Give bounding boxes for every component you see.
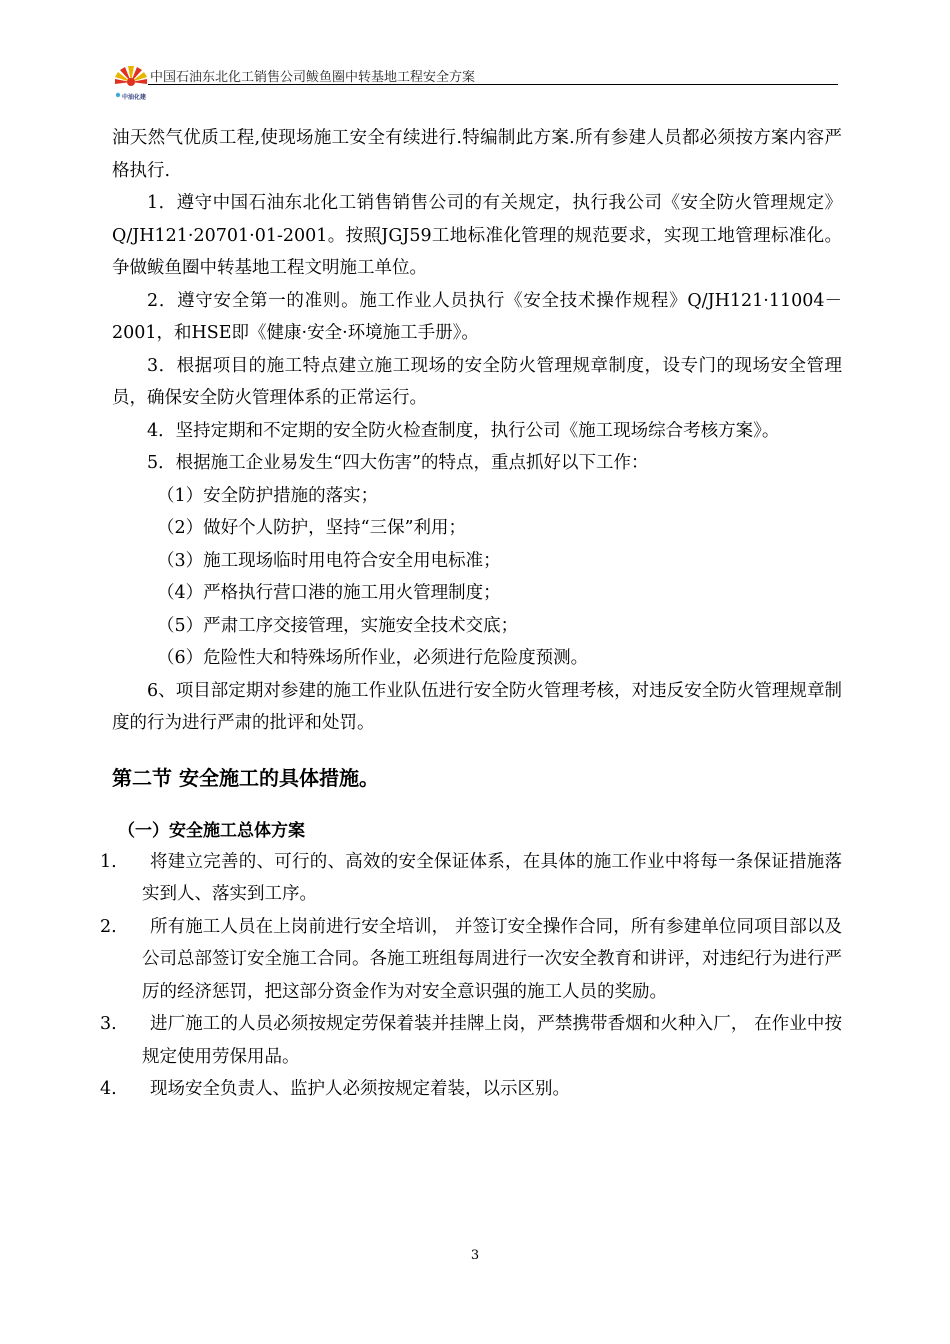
list-item: （6）危险性大和特殊场所作业，必须进行危险度预测。 [157,648,589,668]
item-text: 现场安全负责人、监护人必须按规定着装，以示区别。 [150,1079,570,1099]
item-number: 4. [100,1079,117,1099]
item-number: 2. [100,916,117,937]
item-number: 1. [100,851,117,872]
section-heading: 第二节 安全施工的具体措施。 [112,765,379,790]
paragraph-1: 1．遵守中国石油东北化工销售销售公司的有关规定，执行我公司《安全防火管理规定》Q/JH121·20701·01-2001。按照JGJ59工地标准化管理的规范要求，实现工地管理标准化。争做鲅鱼圈中转基地工程文明施工单位。 [112,193,842,278]
list-item: （2）做好个人防护，坚持“三保”利用； [157,518,467,538]
item-number: 3. [100,1014,117,1034]
list-item: （4）严格执行营口港的施工用火管理制度； [157,583,501,603]
subsection-heading: （一）安全施工总体方案 [118,820,305,841]
numbered-item [100,1073,842,1106]
logo-caption: 中油化建 [122,94,147,101]
paragraph-5: 5．根据施工企业易发生“四大伤害”的特点，重点抓好以下工作： [147,453,649,473]
numbered-item [100,846,842,911]
numbered-item [100,1008,842,1073]
paragraph-3: 3．根据项目的施工特点建立施工现场的安全防火管理规章制度，设专门的现场安全管理员，确保安全防火管理体系的正常运行。 [112,355,842,408]
page-header [112,60,838,104]
list-item: （5）严肃工序交接管理，实施安全技术交底； [157,615,519,636]
paragraph-4: 4．坚持定期和不定期的安全防火检查制度，执行公司《施工现场综合考核方案》。 [147,420,780,441]
item-text: 所有施工人员在上岗前进行安全培训， 并签订安全操作合同，所有参建单位同项目部以及公司总部签订安全施工合同。各施工班组每周进行一次安全教育和讲评，对违纪行为进行严厉的经济惩罚，把这部分资金作为对安全意识强的施工人员的奖励。 [142,916,842,1002]
page-number: 3 [470,1248,480,1263]
list-item: （3）施工现场临时用电符合安全用电标准； [157,550,501,571]
paragraph-2: 2．遵守安全第一的准则。施工作业人员执行《安全技术操作规程》Q/JH121·11004－2001，和HSE即《健康·安全·环境施工手册》。 [112,290,842,343]
header-title: 中国石油东北化工销售公司鲅鱼圈中转基地工程安全方案 [150,70,476,85]
item-text: 将建立完善的、可行的、高效的安全保证体系，在具体的施工作业中将每一条保证措施落实到人、落实到工序。 [142,851,842,904]
numbered-item [100,911,842,1009]
list-item: （1）安全防护措施的落实； [157,485,379,506]
header-divider [148,84,838,85]
page-body [100,122,842,1106]
item-text: 进厂施工的人员必须按规定劳保着装并挂牌上岗，严禁携带香烟和火种入厂， 在作业中按规定使用劳保用品。 [142,1014,842,1067]
intro-paragraph: 油天然气优质工程,使现场施工安全有续进行.特编制此方案.所有参建人员都必须按方案内容严格执行. [112,128,842,181]
paragraph-6: 6、项目部定期对参建的施工作业队伍进行安全防火管理考核，对违反安全防火管理规章制度的行为进行严肃的批评和处罚。 [112,680,842,733]
